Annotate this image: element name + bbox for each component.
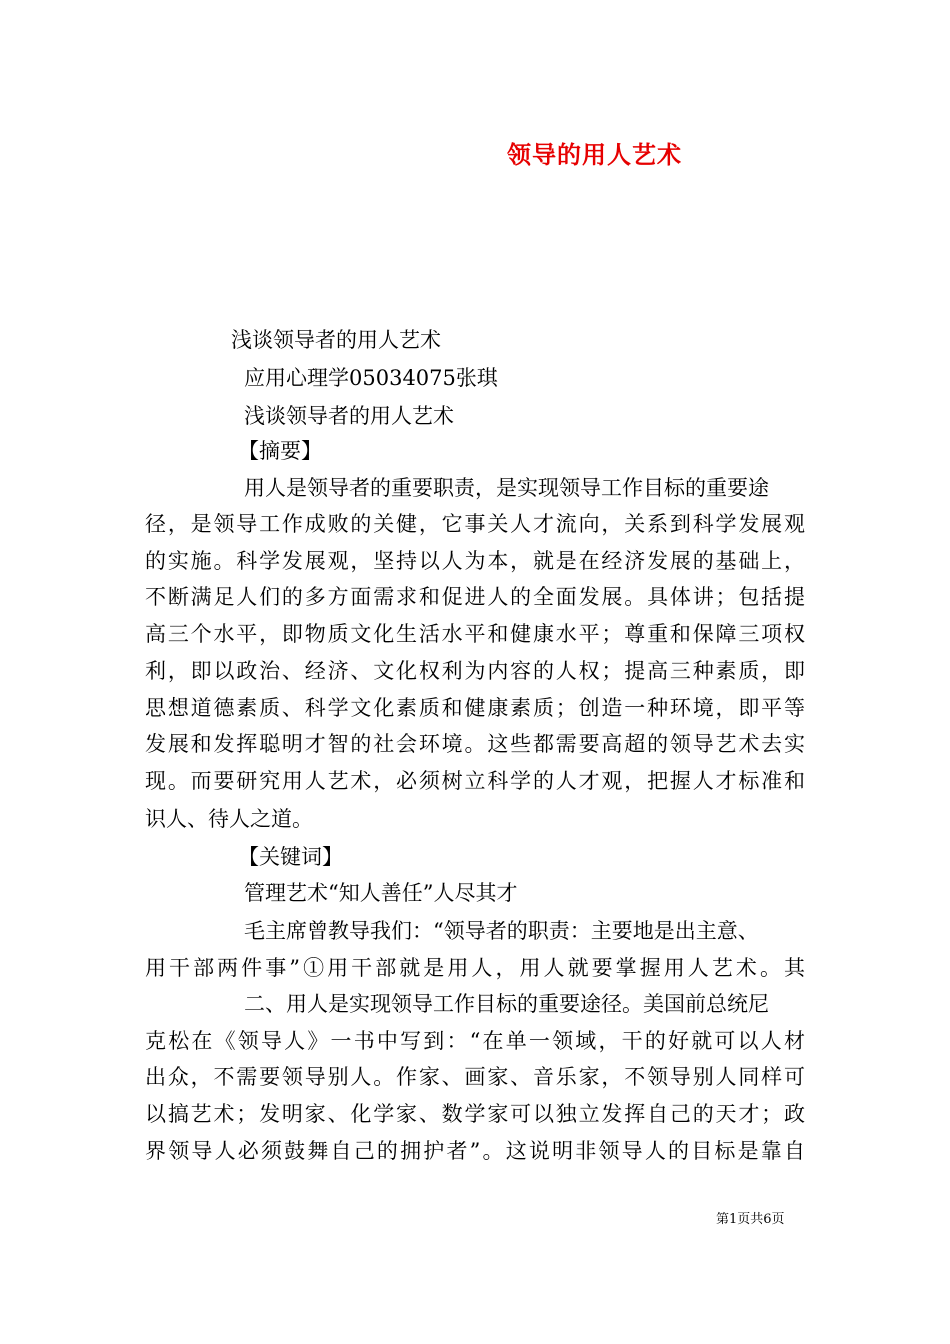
text-line: 毛主席曾教导我们：“领导者的职责：主要地是出主意、	[244, 919, 759, 943]
text-line: 思想道德素质、科学文化素质和健康素质；创造一种环境，即平等	[145, 696, 805, 720]
text-line: 界领导人必须鼓舞自己的拥护者”。这说明非领导人的目标是靠自	[145, 1139, 805, 1163]
text-line: 径，是领导工作成败的关健，它事关人才流向，关系到科学发展观	[145, 512, 805, 536]
text-line: 【摘要】	[238, 439, 322, 463]
text-line: 现。而要研究用人艺术，必须树立科学的人才观，把握人才标准和	[145, 769, 805, 793]
text-line: 识人、待人之道。	[145, 807, 313, 831]
text-line: 出众，不需要领导别人。作家、画家、音乐家，不领导别人同样可	[145, 1065, 805, 1089]
text-line: 管理艺术“知人善任”人尽其才	[244, 881, 518, 905]
text-line: 浅谈领导者的用人艺术	[244, 404, 454, 428]
text-line: 用人是领导者的重要职责，是实现领导工作目标的重要途	[244, 476, 769, 500]
text-line: 不断满足人们的多方面需求和促进人的全面发展。具体讲；包括提	[145, 585, 805, 609]
text-line: 发展和发挥聪明才智的社会环境。这些都需要高超的领导艺术去实	[145, 732, 805, 756]
text-line: 二、用人是实现领导工作目标的重要途径。美国前总统尼	[244, 992, 769, 1016]
document-title: 领导的用人艺术	[507, 140, 682, 169]
text-line: 用干部两件事”①用干部就是用人，用人就要掌握用人艺术。其	[145, 956, 805, 980]
page-number: 第1页共6页	[716, 1212, 785, 1227]
text-line: 克松在《领导人》一书中写到：“在单一领域，干的好就可以人材	[145, 1029, 805, 1053]
text-line: 以搞艺术；发明家、化学家、数学家可以独立发挥自己的天才；政	[145, 1102, 805, 1126]
text-line: 利，即以政治、经济、文化权利为内容的人权；提高三种素质，即	[145, 659, 805, 683]
text-line: 浅谈领导者的用人艺术	[231, 328, 441, 352]
text-line: 应用心理学05034075张琪	[244, 366, 498, 390]
text-line: 的实施。科学发展观，坚持以人为本，就是在经济发展的基础上，	[145, 549, 805, 573]
text-line: 高三个水平，即物质文化生活水平和健康水平；尊重和保障三项权	[145, 622, 805, 646]
text-line: 【关键词】	[238, 845, 343, 869]
